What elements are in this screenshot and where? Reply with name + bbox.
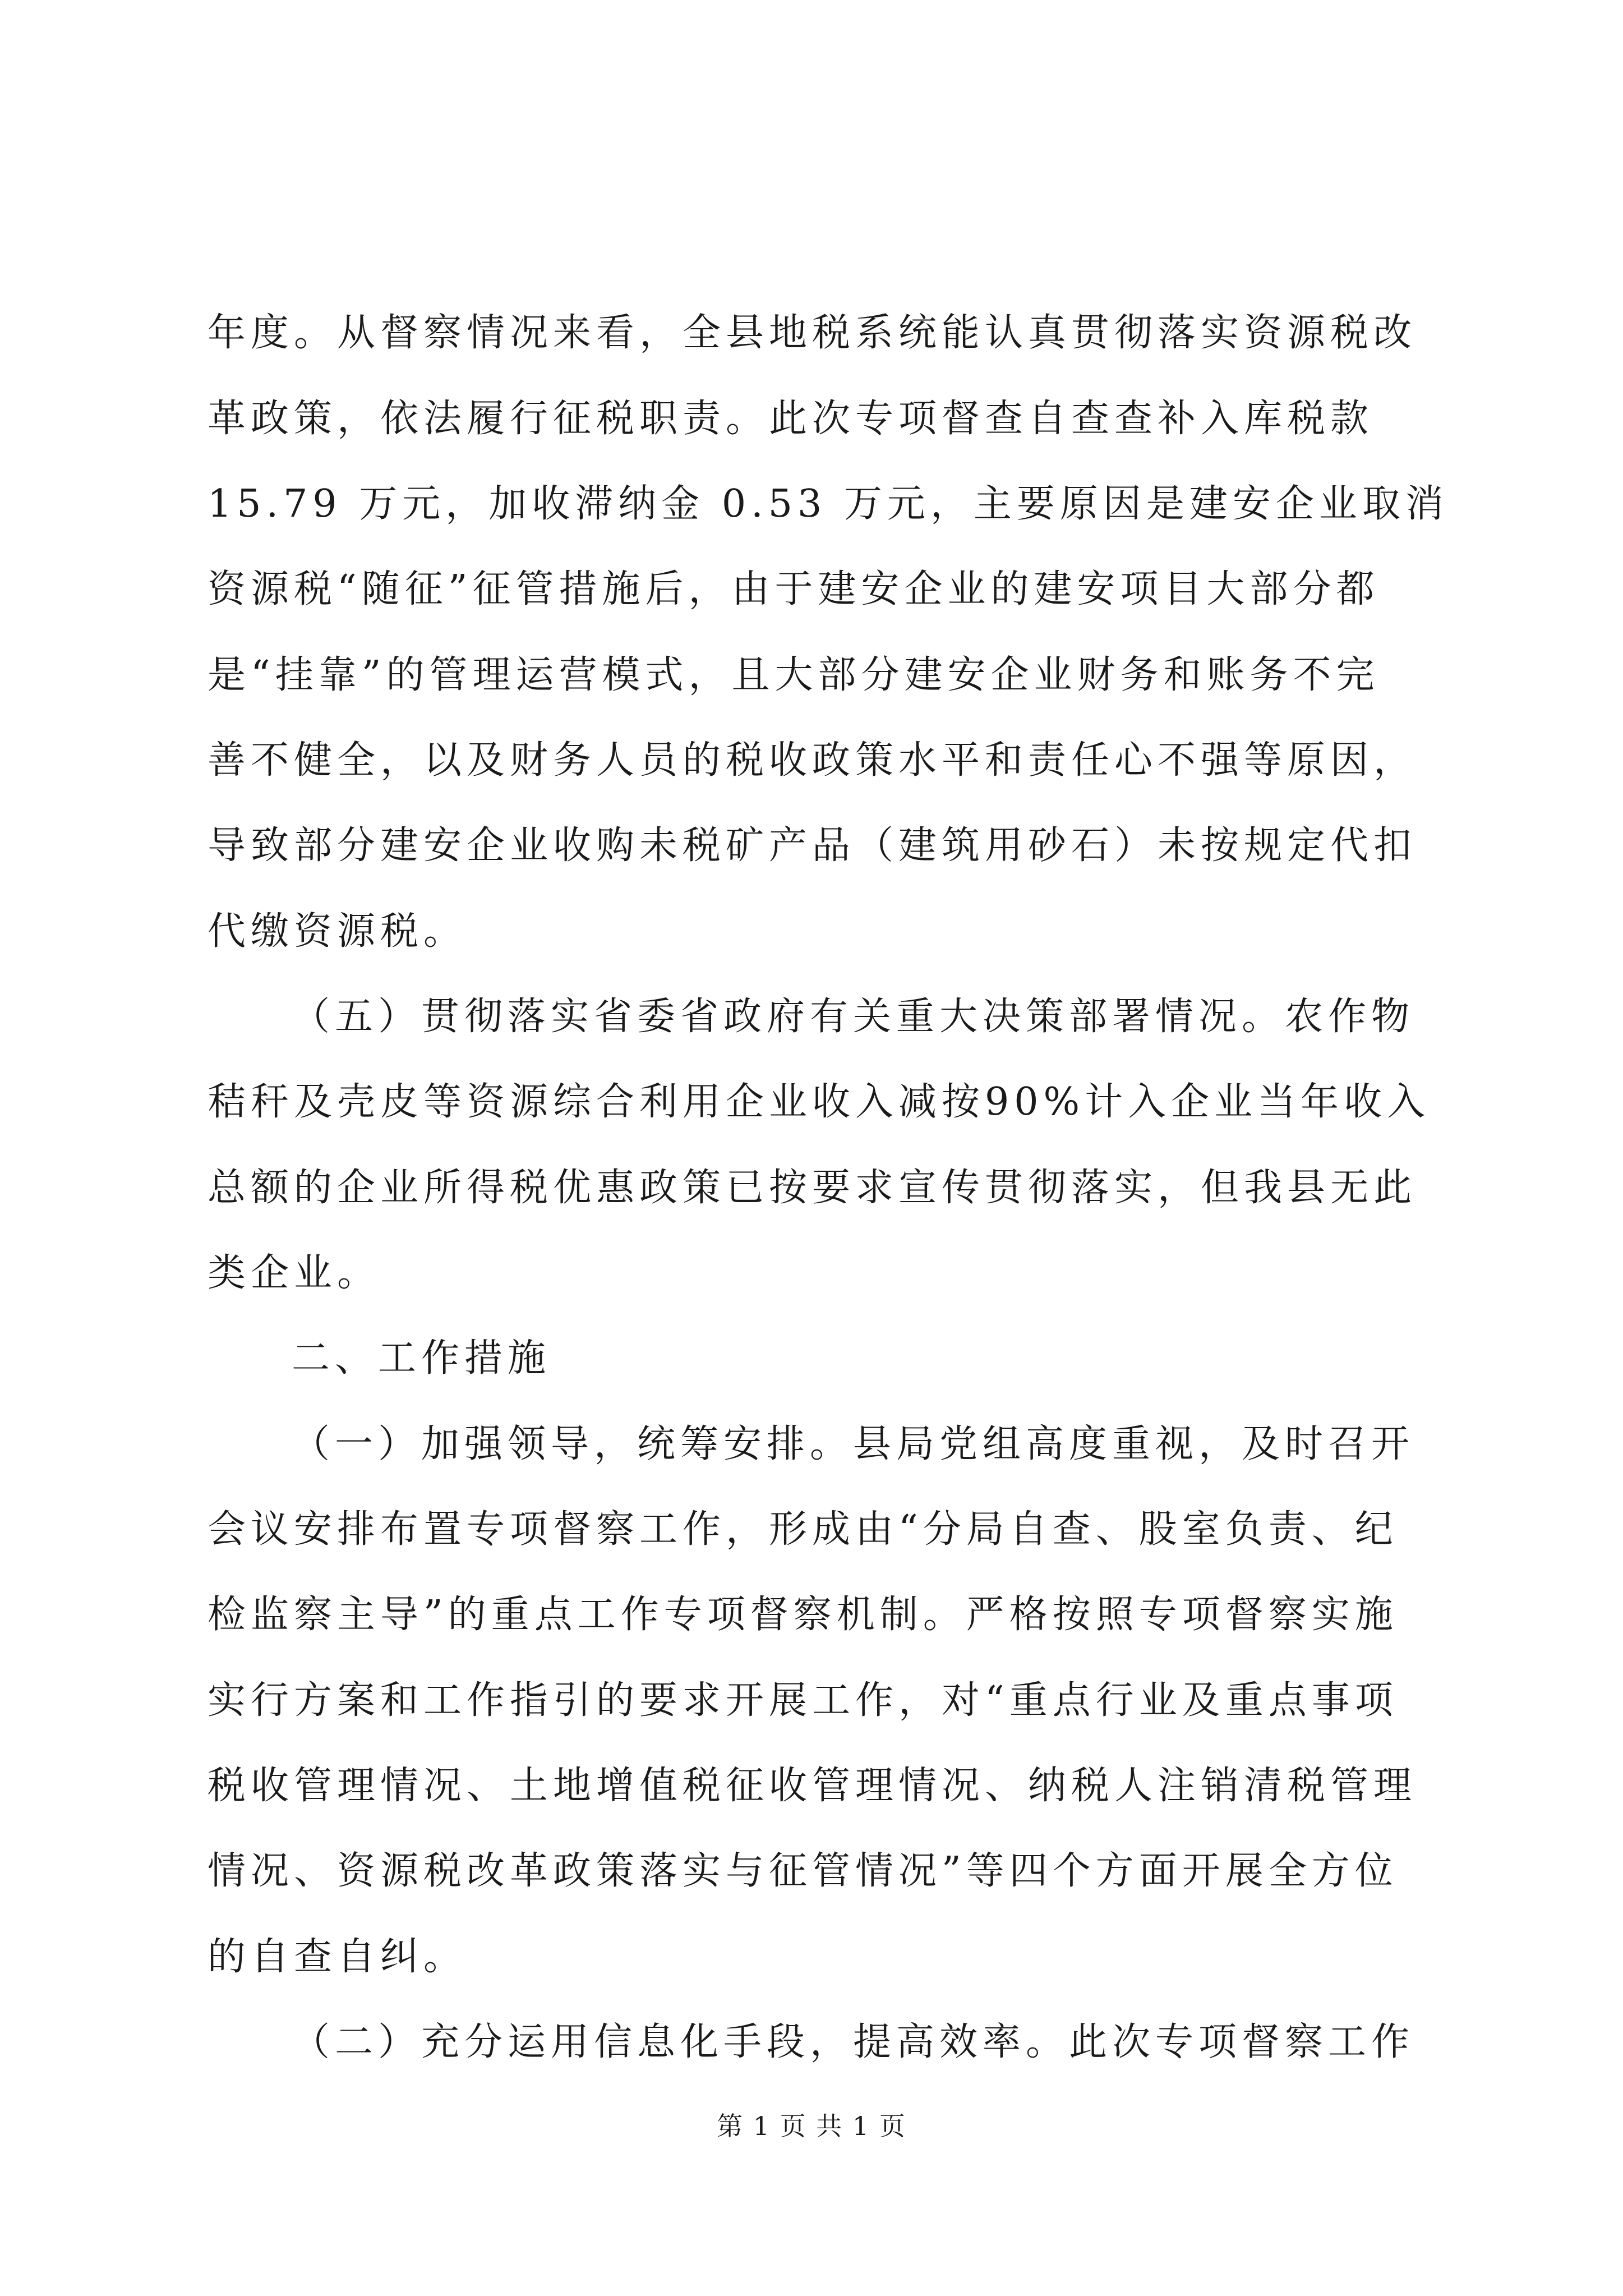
- text-line: 的自查自纠。: [208, 1935, 467, 1979]
- text-line: 情况、资源税改革政策落实与征管情况”等四个方面开展全方位: [208, 1849, 1398, 1893]
- text-line: 秸秆及壳皮等资源综合利用企业收入减按90%计入企业当年收入: [208, 1080, 1431, 1124]
- text-line: 善不健全，以及财务人员的税收政策水平和责任心不强等原因，: [208, 738, 1417, 783]
- text-line: 革政策，依法履行征税职责。此次专项督查自查查补入库税款: [208, 397, 1374, 441]
- section-heading: （一）加强领导，统筹安排。县局党组高度重视，及时召开: [292, 1422, 1415, 1466]
- text-line: 总额的企业所得税优惠政策已按要求宣传贯彻落实，但我县无此: [208, 1166, 1417, 1210]
- page-footer: 第 1 页 共 1 页: [717, 2111, 906, 2141]
- text-line: 会议安排布置专项督察工作，形成由“分局自查、股室负责、纪: [208, 1507, 1398, 1552]
- text-line: 税收管理情况、土地增值税征收管理情况、纳税人注销清税管理: [208, 1764, 1417, 1808]
- text-line: 是“挂靠”的管理运营模式，且大部分建安企业财务和账务不完: [208, 653, 1380, 697]
- section-heading: （二）充分运用信息化手段，提高效率。此次专项督察工作: [292, 2020, 1415, 2064]
- text-line: 15.79 万元，加收滞纳金 0.53 万元，主要原因是建安企业取消: [208, 482, 1449, 526]
- section-heading: （五）贯彻落实省委省政府有关重大决策部署情况。农作物: [292, 995, 1415, 1039]
- text-line: 实行方案和工作指引的要求开展工作，对“重点行业及重点事项: [208, 1678, 1398, 1723]
- text-line: 资源税“随征”征管措施后，由于建安企业的建安项目大部分都: [208, 567, 1380, 611]
- text-line: 检监察主导”的重点工作专项督察机制。严格按照专项督察实施: [208, 1593, 1398, 1637]
- text-line: 年度。从督察情况来看，全县地税系统能认真贯彻落实资源税改: [208, 311, 1417, 355]
- section-title: 二、工作措施: [292, 1336, 551, 1381]
- text-line: 代缴资源税。: [208, 909, 467, 954]
- text-line: 类企业。: [208, 1251, 381, 1295]
- text-line: 导致部分建安企业收购未税矿产品（建筑用砂石）未按规定代扣: [208, 823, 1417, 868]
